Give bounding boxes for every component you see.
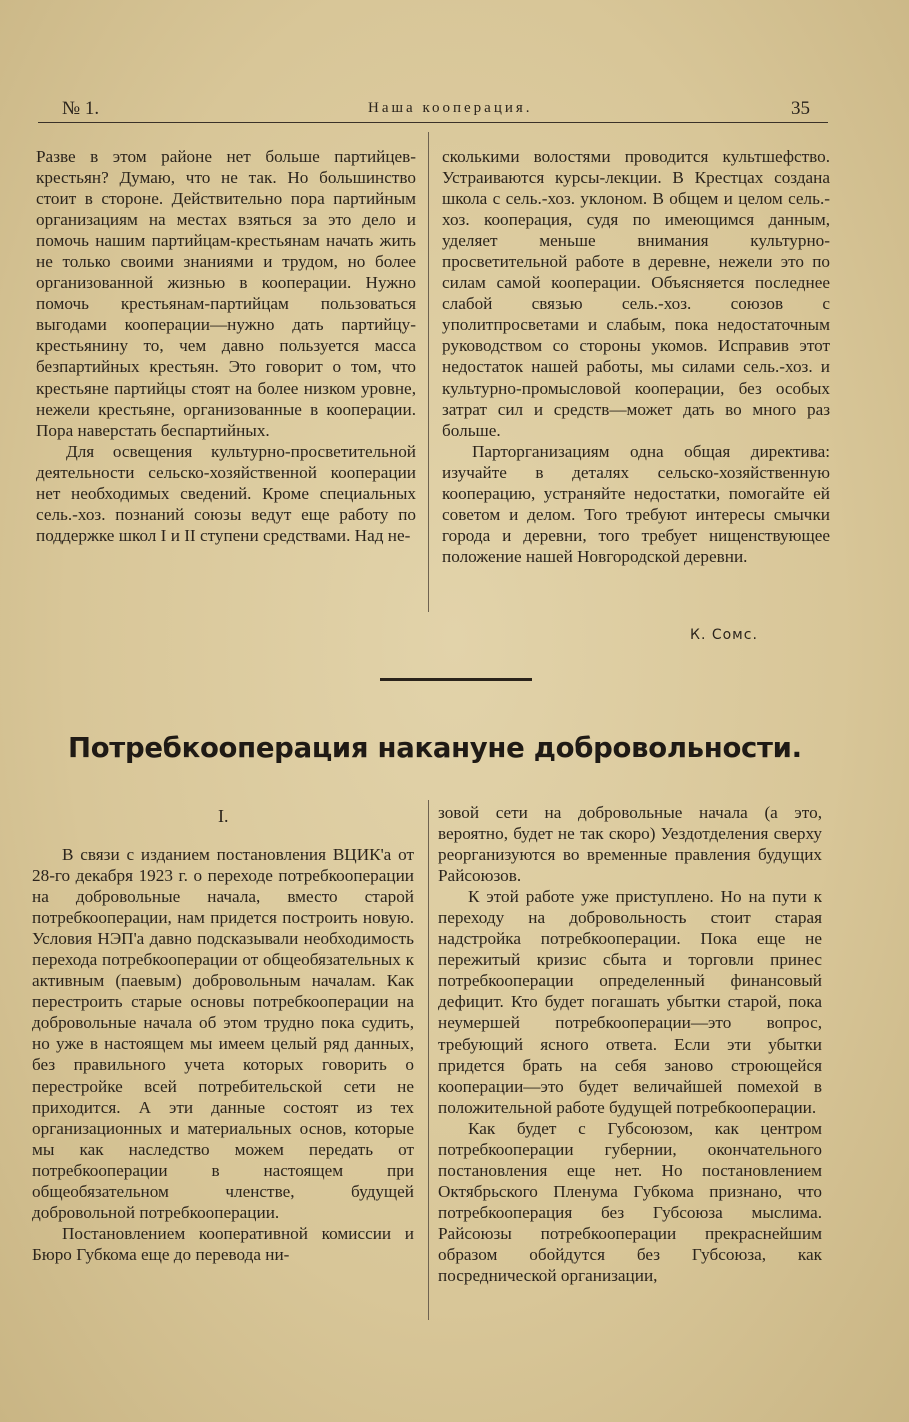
article1-column-right [442, 146, 830, 567]
running-head [38, 98, 828, 122]
paragraph: Парторганизациям одна общая директива: изучайте в деталях сельско-хозяйственную кооперацию, устраняйте недостатки, помогайте ей советом и делом. Того требуют интересы смычки города и деревни, того требует нищенствующее положение нашей Новгородской деревни. [442, 441, 830, 566]
article1-column-left [36, 146, 416, 546]
paragraph: зовой сети на добровольные начала (а это, вероятно, будет не так скоро) Уездотделения сверху реорганизуются во временные правления будущих Райсоюзов. [438, 803, 822, 886]
article-title: Потребкооперация накануне добровольности. [68, 732, 802, 764]
header-rule [38, 122, 828, 123]
issue-number: № 1. [62, 98, 100, 119]
article-divider [380, 678, 532, 681]
journal-title: Наша кооперация. [368, 100, 533, 116]
article2-column-right [438, 802, 822, 1286]
paragraph: Как будет с Губсоюзом, как центром потребкооперации губернии, окончательного постановления еще нет. Но постановлением Октябрьского Пленума Губкома признано, что потребкооперация без Губсоюза мыслима. Райсоюзы потребкооперации прекраснейшим образом обойдутся без Губсоюза, как посреднической организации, [438, 1118, 822, 1286]
paragraph: Разве в этом районе нет больше партийцев-крестьян? Думаю, что не так. Но большинство стоит в стороне. Действительно пора партийным организациям на местах взяться за это дело и помочь нашим партийцам-крестьянам начать жить не только своими знаниями и трудом, но более организованной жизнью в кооперации. Нужно помочь крестьянам-партийцам пользоваться выгодами кооперации—нужно дать партийцу-крестьянину то, чем давно пользуется масса безпартийных крестьян. Это говорит о том, что крестьяне партийцы стоят на более низком уровне, нежели крестьяне, организованные в кооперации. Пора наверстать беспартийных. [36, 147, 416, 440]
paragraph: Постановлением кооперативной комиссии и Бюро Губкома еще до перевода ни- [32, 1223, 414, 1264]
column-rule [428, 800, 429, 1320]
page-number: 35 [791, 98, 810, 119]
column-rule [428, 132, 429, 612]
author-signature: К. Сомс. [690, 627, 758, 643]
paragraph: сколькими волостями проводится культшефство. Устраиваются курсы-лекции. В Крестцах создана школа с сель.-хоз. уклоном. В общем и целом сель.-хоз. кооперация, судя по имеющимся данным, уделяет меньше внимания культурно-просветительной работе в деревне, нежели это по силам самой кооперации. Объясняется последнее слабой связью сель.-хоз. союзов с уполитпросветами и слабым, пока недостаточным руководством со стороны укомов. Исправив этот недостаток нашей работы, мы силами сель.-хоз. и культурно-промысловой кооперации, без особых затрат сил и средств—может дать во много раз больше. [442, 147, 830, 440]
section-number: I. [218, 806, 229, 826]
article2-column-left [32, 844, 414, 1265]
paragraph: Для освещения культурно-просветительной деятельности сельско-хозяйственной кооперации нет необходимых сведений. Кроме специальных сель.-хоз. познаний союзы ведут еще работу по поддержке школ I и II ступени средствами. Над не- [36, 441, 416, 545]
paragraph: К этой работе уже приступлено. Но на пути к переходу на добровольность стоит старая надстройка потребкооперации. Пока еще не пережитый кризис сбыта и торговли принес потребкооперации определенный финансовый дефицит. Кто будет погашать убытки старой, пока неумершей потребкооперации—это вопрос, требующий ясного ответа. Если эти убытки придется брать на себя заново строющейся кооперации—это будет величайшей помехой в положительной работе будущей потребкооперации. [438, 887, 822, 1117]
paragraph: В связи с изданием постановления ВЦИК'а от 28-го декабря 1923 г. о переходе потребкооперации на добровольные начала, вместо старой потребкооперации, нам придется построить новую. Условия НЭП'а давно подсказывали необходимость перехода потребкооперации от общеобязательных к активным (паевым) добровольным началам. Как перестроить старые основы потребкооперации на добровольные начала об этом трудно пока судить, но уже в настоящем мы имеем целый ряд данных, без правильного учета которых говорить о перестройке всей потребительской сети не приходится. А эти данные состоят из тех организационных и материальных основ, которые мы как наследство можем передать от потребкооперации в настоящем при общеобязательном членстве, будущей добровольной потребкооперации. [32, 845, 414, 1222]
